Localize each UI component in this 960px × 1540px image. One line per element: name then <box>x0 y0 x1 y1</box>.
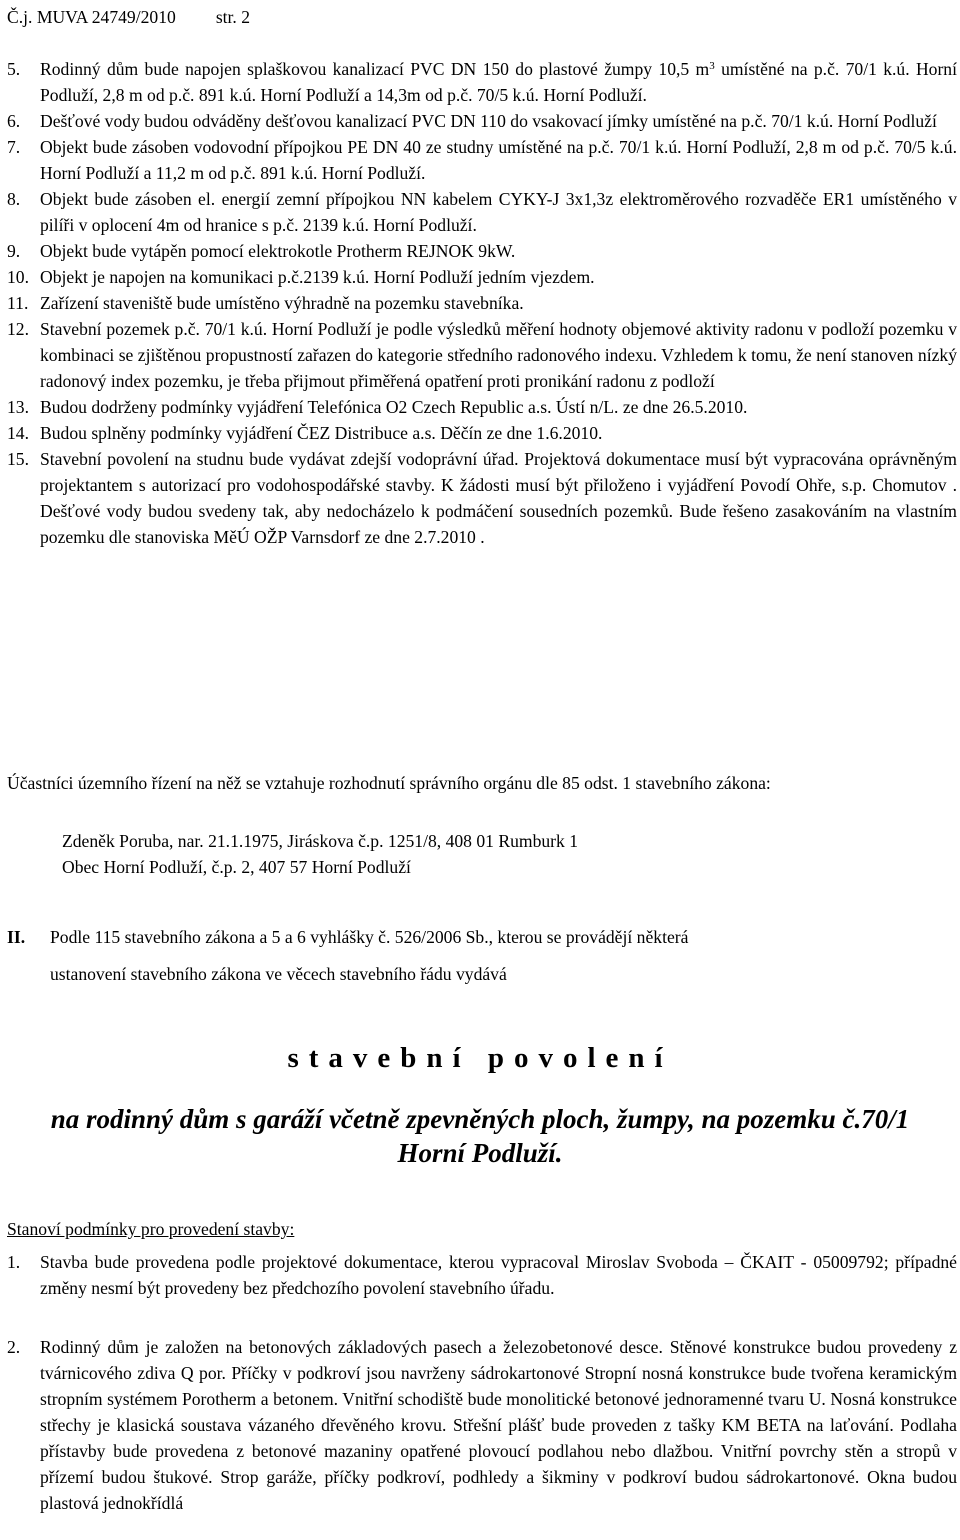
list-item <box>7 1334 957 1516</box>
item-text: Rodinný dům bude napojen splaškovou kanalizací PVC DN 150 do plastové žumpy 10,5 m <box>40 59 710 79</box>
item-number: 14. <box>7 423 29 443</box>
item-number: 10. <box>7 267 29 287</box>
page-header <box>7 4 250 30</box>
item-text: Budou dodrženy podmínky vyjádření Telefónica O2 Czech Republic a.s. Ústí n/L. ze dne 26.5.2010. <box>40 397 748 417</box>
item-number: 15. <box>7 449 29 469</box>
item-text-continued: umístěné na p.č. 70/1 k.ú. Horní Podluží, 2,8 m od p.č. 891 k.ú. Horní Podluží a 14,3m od p.č. 70/5 k.ú. Horní Podluží. <box>40 59 957 105</box>
list-item <box>7 316 957 394</box>
item-text: Objekt bude zásoben el. energií zemní přípojkou NN kabelem CYKY-J 3x1,3z elektroměrového rozvaděče ER1 umístěného v pilíři v oplocení 4m od hranice s p.č. 2139 k.ú. Horní Podluží. <box>40 189 957 235</box>
decision-subject-line-1: na rodinný dům s garáží včetně zpevněných ploch, žumpy, na pozemku č.70/1 <box>50 1104 910 1134</box>
participants-intro: Účastníci územního řízení na něž se vztahuje rozhodnutí správního orgánu dle 85 odst. 1 stavebního zákona: <box>7 773 771 793</box>
item-number: 9. <box>7 241 21 261</box>
section-ii-text: Podle 115 stavebního zákona a 5 a 6 vyhlášky č. 526/2006 Sb., kterou se provádějí některá <box>50 927 689 947</box>
superscript: 3 <box>709 60 715 72</box>
construction-conditions-list-2 <box>7 1334 957 1516</box>
item-number: 1. <box>7 1252 21 1272</box>
section-ii-text-2: ustanovení stavebního zákona ve věcech stavebního řádu vydává <box>50 964 507 984</box>
page-number: str. 2 <box>215 7 251 27</box>
list-item <box>7 108 957 134</box>
list-item <box>7 186 957 238</box>
item-text: Stavební pozemek p.č. 70/1 k.ú. Horní Podluží je podle výsledků měření hodnoty objemové aktivity radonu v podloží pozemku v kombinaci se zjištěnou propustností zařazen do kategorie středního radonového indexu. Vzhledem k tomu, že není stanoven nízký radonový index pozemku, je třeba přijmout přiměřená opatření proti pronikání radonu z podloží <box>40 319 957 391</box>
list-item <box>7 238 957 264</box>
item-number: 5. <box>7 59 21 79</box>
participant-2: Obec Horní Podluží, č.p. 2, 407 57 Horní Podluží <box>62 857 411 877</box>
participant-1: Zdeněk Poruba, nar. 21.1.1975, Jiráskova č.p. 1251/8, 408 01 Rumburk 1 <box>62 831 579 851</box>
item-number: 13. <box>7 397 29 417</box>
conditions-list-upper <box>7 56 957 550</box>
item-number: 11. <box>7 293 29 313</box>
list-item <box>7 56 957 108</box>
item-number: 7. <box>7 137 21 157</box>
item-text: Dešťové vody budou odváděny dešťovou kanalizací PVC DN 110 do vsakovací jímky umístěné na p.č. 70/1 k.ú. Horní Podluží <box>40 111 937 131</box>
section-ii <box>7 924 952 950</box>
item-text: Objekt je napojen na komunikaci p.č.2139 k.ú. Horní Podluží jedním vjezdem. <box>40 267 595 287</box>
list-item <box>7 1249 957 1301</box>
item-text: Stavební povolení na studnu bude vydávat zdejší vodoprávní úřad. Projektová dokumentace musí být vypracována oprávněným projektantem s autorizací pro vodohospodářské stavby. K žádosti musí být přiloženo i vyjádření Povodí Ohře, s.p. Chomutov . Dešťové vody budou svedeny tak, aby nedocházelo k podmáčení sousedních pozemků. Bude řešeno zasakováním na vlastním pozemku dle stanoviska MěÚ OŽP Varnsdorf ze dne 2.7.2010 . <box>40 449 957 547</box>
conditions-title: Stanoví podmínky pro provedení stavby: <box>7 1219 295 1239</box>
list-item <box>7 290 957 316</box>
list-item <box>7 264 957 290</box>
item-number: 8. <box>7 189 21 209</box>
reference-number: Č.j. MUVA 24749/2010 <box>7 7 176 27</box>
decision-title: stavební povolení <box>287 1042 673 1074</box>
item-text: Stavba bude provedena podle projektové dokumentace, kterou vypracoval Miroslav Svoboda – ČKAIT - 05009792; případné změny nesmí být provedeny bez předchozího povolení stavebního úřadu. <box>40 1252 957 1298</box>
list-item <box>7 134 957 186</box>
construction-conditions-list <box>7 1249 957 1301</box>
list-item <box>7 446 957 550</box>
decision-subject-line-2: Horní Podluží. <box>397 1138 563 1168</box>
list-item <box>7 420 957 446</box>
item-text: Zařízení staveniště bude umístěno výhradně na pozemku stavebníka. <box>40 293 524 313</box>
list-item <box>7 394 957 420</box>
item-text: Rodinný dům je založen na betonových základových pasech a železobetonové desce. Stěnové konstrukce budou provedeny z tvárnicového zdiva Q por. Příčky v podkroví jsou navrženy sádrokartonové Stropní nosná konstrukce bude tvořena keramickým stropním systémem Porotherm a betonem. Vnitřní schodiště bude monolitické betonové jednoramenné tvaru U. Nosná konstrukce střechy je klasická soustava vázaného dřevěného krovu. Střešní plášť bude proveden z tašky KM BETA na laťování. Podlaha přístavby bude provedena z betonové mazaniny opatřené plovoucí podlahou nebo dlažbou. Vnitřní povrchy stěn a stropů v přízemí budou štukové. Strop garáže, příčky podkroví, podhledy a šikminy v podkroví budou sádrokartonové. Okna budou plastová jednokřídlá <box>40 1337 957 1513</box>
item-text: Objekt bude zásoben vodovodní přípojkou PE DN 40 ze studny umístěné na p.č. 70/1 k.ú. Horní Podluží, 2,8 m od p.č. 70/5 k.ú. Horní Podluží a 11,2 m od p.č. 891 k.ú. Horní Podluží. <box>40 137 957 183</box>
item-text: Objekt bude vytápěn pomocí elektrokotle Protherm REJNOK 9kW. <box>40 241 516 261</box>
item-number: 2. <box>7 1337 21 1357</box>
section-number: II. <box>7 927 26 947</box>
item-number: 6. <box>7 111 21 131</box>
item-number: 12. <box>7 319 29 339</box>
item-text: Budou splněny podmínky vyjádření ČEZ Distribuce a.s. Děčín ze dne 1.6.2010. <box>40 423 603 443</box>
